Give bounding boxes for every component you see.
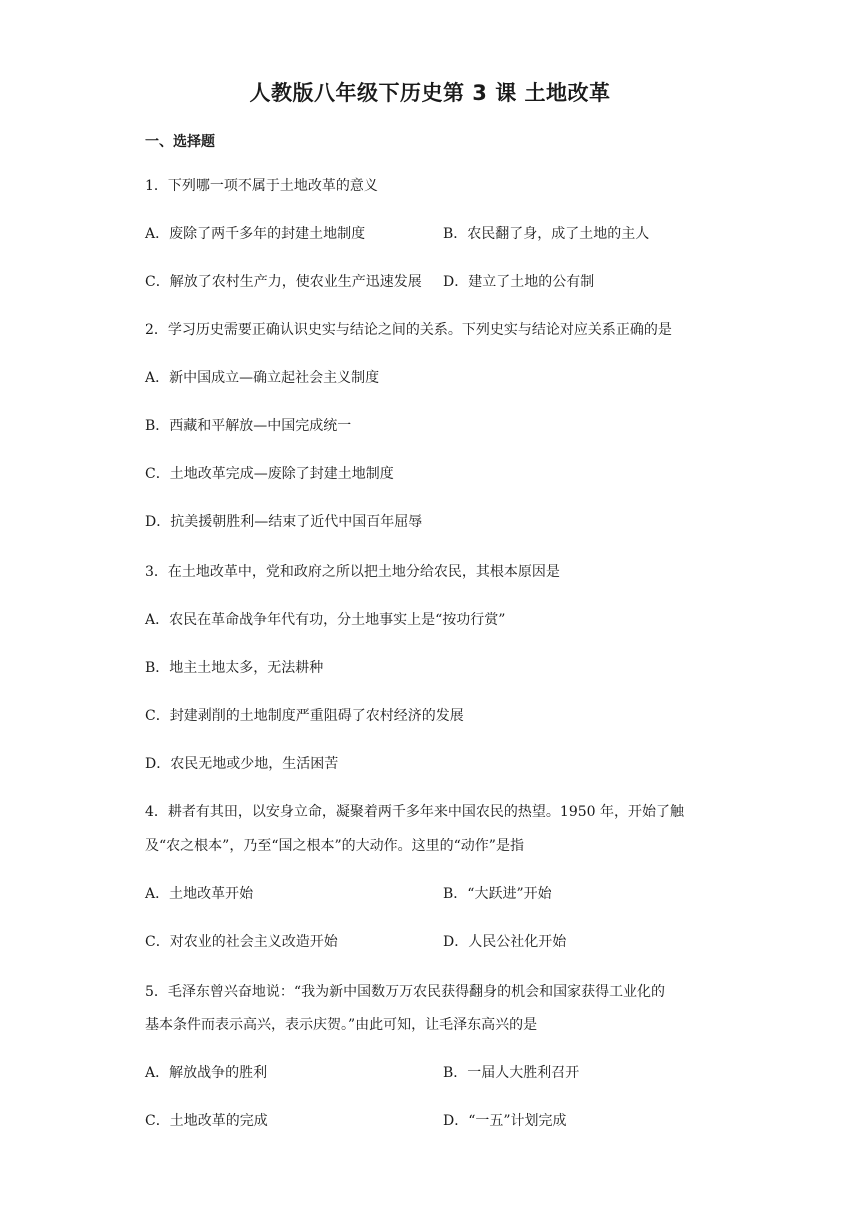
question-1-option-b: B．农民翻了身，成了土地的主人 [443,226,650,242]
question-4-stem-line-2: 及“农之根本”，乃至“国之根本”的大动作。这里的“动作”是指 [145,838,524,854]
question-5-option-c: C．土地改革的完成 [145,1113,268,1129]
question-2-option-d: D．抗美援朝胜利—结束了近代中国百年屈辱 [145,514,423,530]
question-5-option-b: B．一届人大胜利召开 [443,1065,580,1081]
question-4-option-c: C．对农业的社会主义改造开始 [145,934,338,950]
question-3-option-b: B．地主土地太多，无法耕种 [145,660,324,676]
question-4-option-d: D．人民公社化开始 [443,934,567,950]
question-3-stem: 3．在土地改革中，党和政府之所以把土地分给农民，其根本原因是 [145,564,560,580]
question-4-option-b: B．“大跃进”开始 [443,886,552,902]
question-1-option-d: D．建立了土地的公有制 [443,274,595,290]
document-title: 人教版八年级下历史第 3 课 土地改革 [249,81,611,105]
question-2-option-c: C．土地改革完成—废除了封建土地制度 [145,466,394,482]
question-5-option-a: A．解放战争的胜利 [145,1065,268,1081]
question-2-option-b: B．西藏和平解放—中国完成统一 [145,418,352,434]
question-1-stem: 1．下列哪一项不属于土地改革的意义 [145,178,378,194]
question-3-option-d: D．农民无地或少地，生活困苦 [145,756,339,772]
question-2-option-a: A．新中国成立—确立起社会主义制度 [145,370,380,386]
question-3-option-c: C．封建剥削的土地制度严重阻碍了农村经济的发展 [145,708,464,724]
question-5-option-d: D．“一五”计划完成 [443,1113,567,1129]
question-5-stem-line-2: 基本条件而表示高兴，表示庆贺。”由此可知，让毛泽东高兴的是 [145,1017,538,1033]
question-5-stem-line-1: 5．毛泽东曾兴奋地说：“我为新中国数万万农民获得翻身的机会和国家获得工业化的 [145,984,666,1000]
question-1-option-a: A．废除了两千多年的封建土地制度 [145,226,366,242]
question-2-stem: 2．学习历史需要正确认识史实与结论之间的关系。下列史实与结论对应关系正确的是 [145,322,672,338]
question-4-option-a: A．土地改革开始 [145,886,254,902]
question-4-stem-line-1: 4．耕者有其田，以安身立命，凝聚着两千多年来中国农民的热望。1950 年，开始了触 [145,804,684,820]
section-heading: 一、选择题 [145,134,215,150]
question-1-option-c: C．解放了农村生产力，使农业生产迅速发展 [145,274,422,290]
question-3-option-a: A．农民在革命战争年代有功，分土地事实上是“按功行赏” [145,612,506,628]
